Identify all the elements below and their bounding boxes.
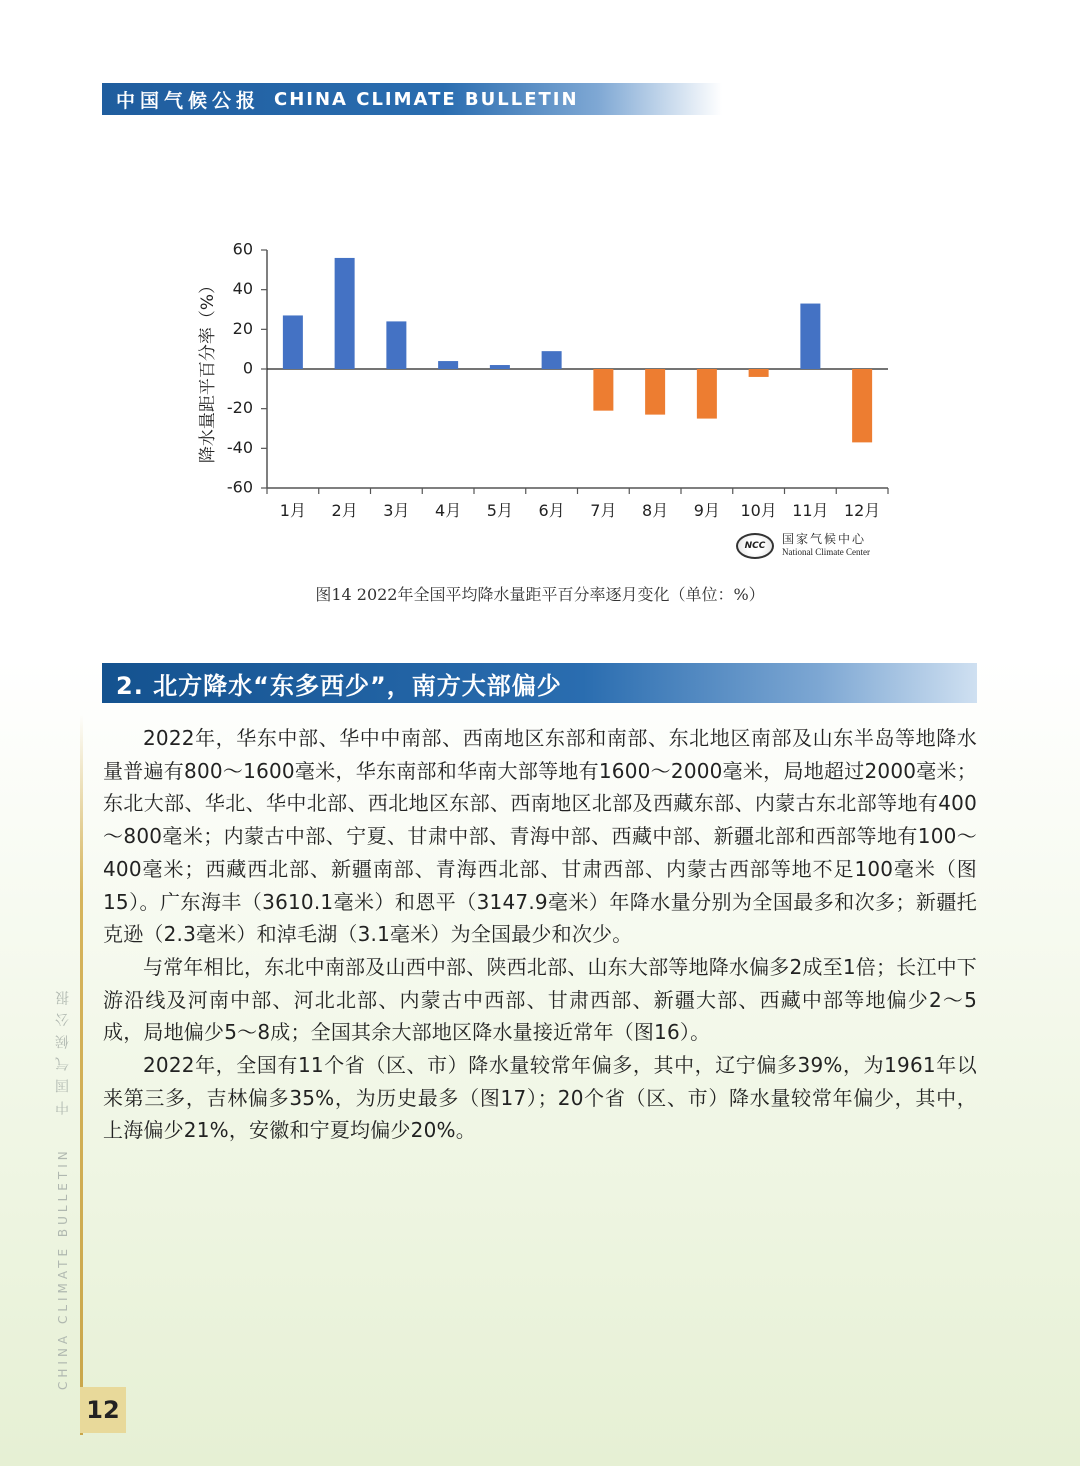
y-tick-label: -40 [226,437,253,457]
paragraph: 与常年相比，东北中南部及山西中部、陕西北部、山东大部等地降水偏多2成至1倍；长江中下游沿线及河南中部、河北北部、内蒙古中西部、甘肃西部、新疆大部、西藏中部等地偏少2～5成，局地偏少5～8成；全国其余大部地区降水量接近常年（图16）。 [103,954,977,1045]
bar-2月 [335,258,355,369]
y-tick-label: 60 [232,239,253,259]
x-tick-label: 4月 [435,501,462,520]
bar-4月 [438,361,458,369]
body-text [103,722,977,1147]
ncc-logo [736,533,870,559]
x-tick-label: 11月 [792,501,829,520]
side-title-en: CHINA CLIMATE BULLETIN [56,1147,70,1390]
chart-bars [283,258,872,442]
paragraph: 2022年，华东中部、华中中南部、西南地区东部和南部、东北地区南部及山东半岛等地降水量普遍有800～1600毫米，华东南部和华南大部等地有1600～2000毫米，局地超过2000毫米；东北大部、华北、华中北部、西北地区东部、西南地区北部及西藏东部、内蒙古东北部等地有400～800毫米；内蒙古中部、宁夏、甘肃中部、青海中部、西藏中部、新疆北部和西部等地有100～400毫米；西藏西北部、新疆南部、青海西北部、甘肃西部、内蒙古西部等地不足100毫米（图15）。广东海丰（3610.1毫米）和恩平（3147.9毫米）年降水量分别为全国最多和次多；新疆托克逊（2.3毫米）和淖毛湖（3.1毫米）为全国最少和次少。 [103,726,977,947]
bar-8月 [645,369,665,415]
y-tick-label: 40 [232,279,253,299]
side-decoration-line [80,715,83,1435]
x-tick-label: 2月 [331,501,358,520]
page-number: 12 [80,1387,126,1433]
x-tick-label: 10月 [740,501,777,520]
section-title: 2. 北方降水“东多西少”，南方大部偏少 [116,671,562,700]
bar-9月 [697,369,717,419]
chart-x-ticks [267,488,888,520]
x-tick-label: 8月 [642,501,669,520]
header-title-en: CHINA CLIMATE BULLETIN [274,88,579,110]
paragraph: 2022年，全国有11个省（区、市）降水量较常年偏多，其中，辽宁偏多39%，为1961年以来第三多，吉林偏多35%，为历史最多（图17）；20个省（区、市）降水量较常年偏少，其中，上海偏少21%，安徽和宁夏均偏少20%。 [103,1053,977,1143]
side-vertical-title [53,983,79,1390]
bar-12月 [852,369,872,442]
y-tick-label: 0 [242,358,253,378]
x-tick-label: 3月 [383,501,410,520]
precipitation-anomaly-chart [180,230,900,530]
y-tick-label: -60 [226,477,253,497]
bar-5月 [490,365,510,369]
bar-1月 [283,315,303,369]
y-tick-label: -20 [226,398,253,418]
bar-11月 [800,304,820,369]
figure-caption: 图14 2022年全国平均降水量距平百分率逐月变化（单位：%） [315,585,765,604]
x-tick-label: 12月 [843,501,881,520]
header-banner [102,83,722,115]
header-title-cn: 中国气候公报 [116,89,261,112]
x-tick-label: 7月 [590,501,617,520]
ncc-name-cn: 国家气候中心 [782,532,867,546]
ncc-logo-mark: NCC [736,533,774,559]
bar-6月 [542,351,562,369]
chart-axes [267,250,888,488]
x-tick-label: 1月 [279,501,306,520]
ncc-name-en: National Climate Center [782,547,870,557]
bar-7月 [593,369,613,411]
x-tick-label: 6月 [538,501,565,520]
y-tick-label: 20 [232,318,253,338]
chart-y-ticks [227,240,267,497]
bar-10月 [749,369,769,377]
bar-3月 [386,321,406,369]
side-title-cn: 中国气候公报 [55,983,71,1116]
x-tick-label: 5月 [486,501,513,520]
x-tick-label: 9月 [693,501,720,520]
section-heading-bar [102,663,977,703]
chart-y-axis-label: 降水量距平百分率（%） [198,276,218,464]
